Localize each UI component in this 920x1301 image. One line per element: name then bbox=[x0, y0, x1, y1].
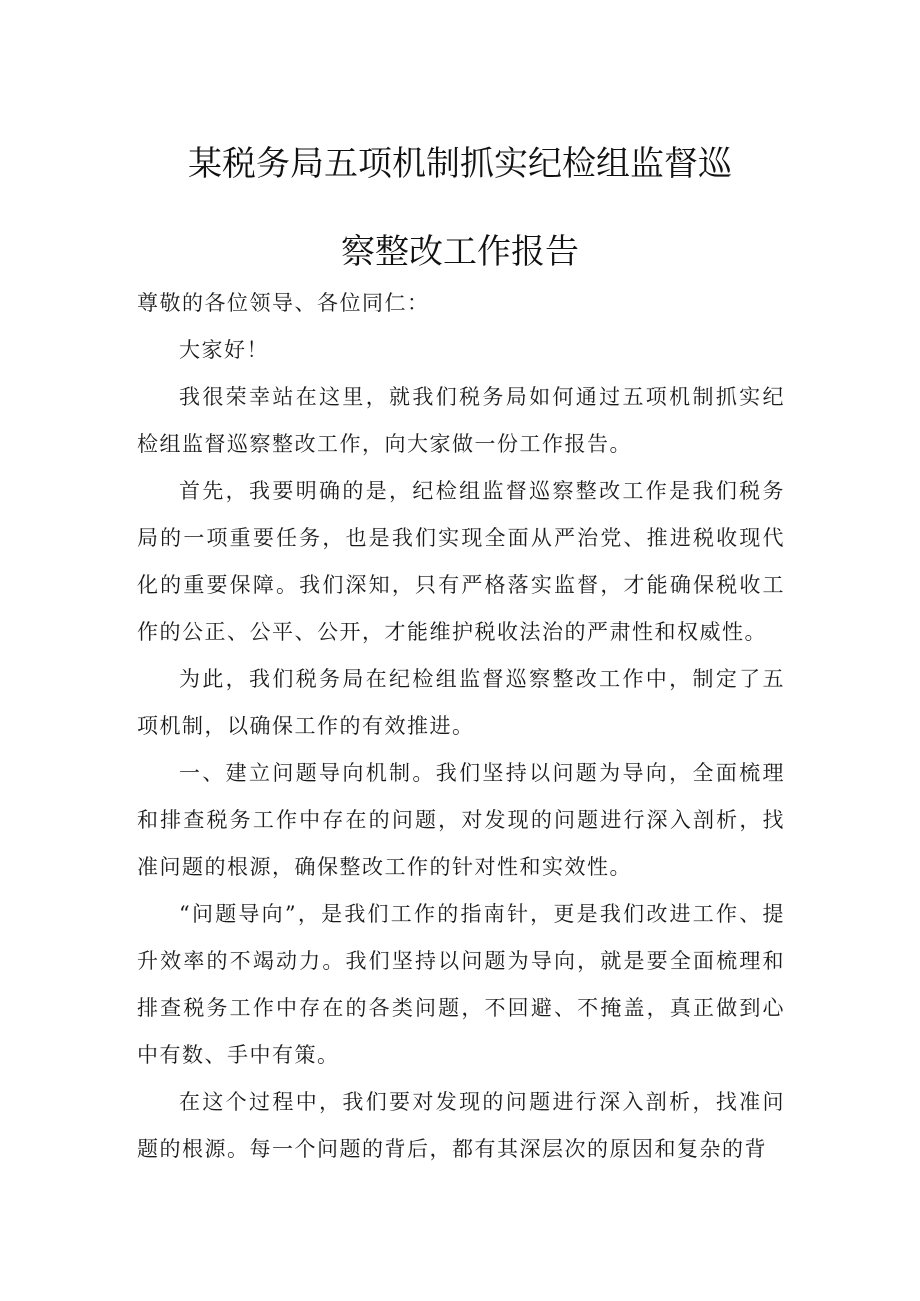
paragraph-intro: 我很荣幸站在这里，就我们税务局如何通过五项机制抓实纪检组监督巡察整改工作，向大家做一份工作报告。 bbox=[137, 385, 785, 456]
paragraph-problem-orientation: “问题导向”，是我们工作的指南针，更是我们改进工作、提升效率的不竭动力。我们坚持以问题为导向，就是要全面梳理和排查税务工作中存在的各类问题，不回避、不掩盖，真正做到心中有数、手中有策。 bbox=[137, 902, 785, 1067]
salutation: 尊敬的各位领导、各位同仁： bbox=[137, 291, 430, 315]
paragraph-importance: 首先，我要明确的是，纪检组监督巡察整改工作是我们税务局的一项重要任务，也是我们实现全面从严治党、推进税收现代化的重要保障。我们深知，只有严格落实监督，才能确保税收工作的公正、公平、公开，才能维护税收法治的严肃性和权威性。 bbox=[137, 479, 785, 644]
document-body bbox=[137, 327, 785, 1173]
paragraph-greeting: 大家好！ bbox=[179, 338, 269, 362]
paragraph-five-mechanisms: 为此，我们税务局在纪检组监督巡察整改工作中，制定了五项机制，以确保工作的有效推进。 bbox=[137, 667, 785, 738]
document-title-line-2: 察整改工作报告 bbox=[341, 232, 579, 272]
document-title-line-1: 某税务局五项机制抓实纪检组监督巡 bbox=[188, 144, 732, 184]
paragraph-mechanism-one: 一、建立问题导向机制。我们坚持以问题为导向，全面梳理和排查税务工作中存在的问题，对发现的问题进行深入剖析，找准问题的根源，确保整改工作的针对性和实效性。 bbox=[137, 761, 785, 879]
paragraph-analysis: 在这个过程中，我们要对发现的问题进行深入剖析，找准问题的根源。每一个问题的背后，都有其深层次的原因和复杂的背 bbox=[137, 1090, 785, 1161]
